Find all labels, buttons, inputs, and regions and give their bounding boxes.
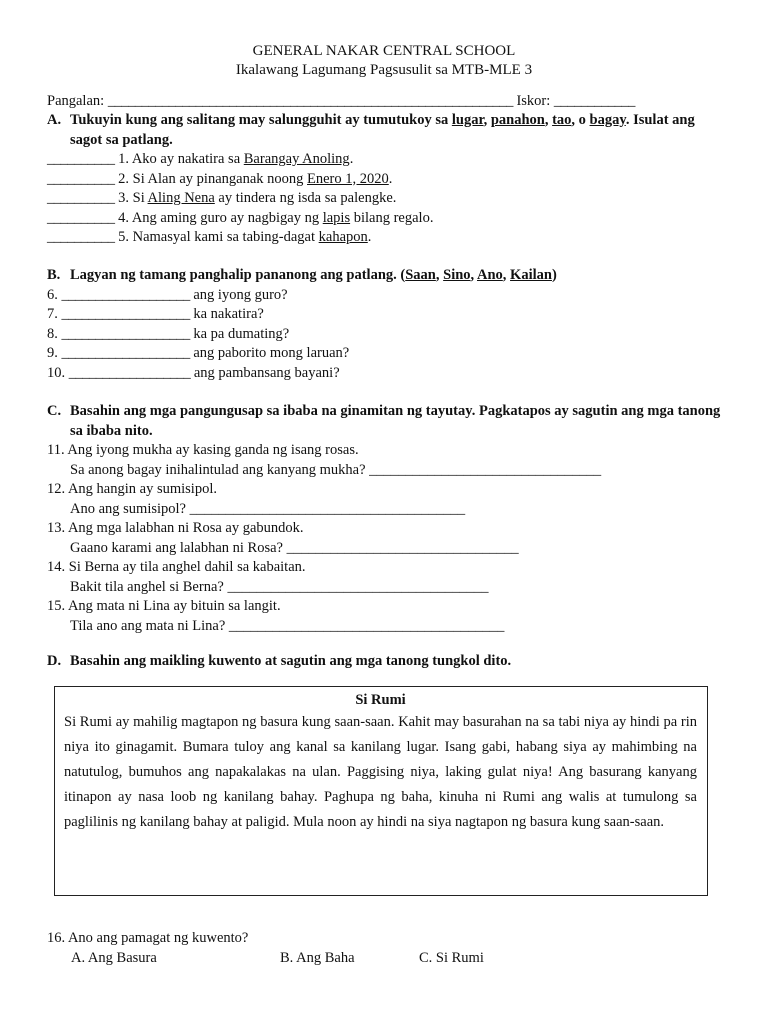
section-a-instructions: Tukuyin kung ang salitang may salungguhit ay tumutukoy sa lugar, panahon, tao, o bagay. Isulat ang sagot sa patlang.	[70, 112, 695, 148]
question-item: 15. Ang mata ni Lina ay bituin sa langit.	[47, 598, 281, 614]
question-item: __________ 2. Si Alan ay pinanganak noong Enero 1, 2020.	[47, 170, 393, 187]
school-name: GENERAL NAKAR CENTRAL SCHOOL	[252, 43, 516, 59]
question-item: 14. Si Berna ay tila anghel dahil sa kabaitan.	[47, 559, 306, 575]
section-d-instructions: Basahin ang maikling kuwento at sagutin ang mga tanong tungkol dito.	[70, 653, 512, 669]
section-d	[47, 652, 727, 672]
question-item: 9. ___________________ ang paborito mong laruan?	[47, 345, 350, 361]
section-c-title	[47, 402, 727, 441]
name-label: Pangalan:	[47, 93, 105, 109]
question-item: __________ 3. Si Aling Nena ay tindera ng isda sa palengke.	[47, 190, 397, 206]
answer-blank[interactable]: __________	[47, 229, 115, 245]
question-prompt[interactable]: Ano ang sumisipol? ______________________________________	[70, 500, 466, 517]
section-b-letter: B.	[47, 267, 61, 283]
question-item: 8. ___________________ ka pa dumating?	[47, 325, 290, 342]
answer-blank[interactable]: __________	[47, 190, 115, 206]
section-c	[47, 402, 727, 636]
answer-blank[interactable]: __________	[47, 170, 115, 187]
section-a	[47, 111, 727, 248]
answer-blank[interactable]: ___________________	[61, 345, 190, 361]
section-b-title	[47, 266, 727, 286]
answer-blank[interactable]: __________	[47, 151, 115, 167]
question-item: 6. ___________________ ang iyong guro?	[47, 286, 288, 303]
exam-title: Ikalawang Lagumang Pagsusulit sa MTB-MLE 3	[235, 62, 533, 78]
answer-blank[interactable]: ___________________	[61, 306, 190, 322]
story-text: Si Rumi ay mahilig magtapon ng basura kung saan-saan. Kahit may basurahan na sa tabi niya ay hindi pa rin niya ito ginagamit. Bumara tuloy ang kanal sa kanilang lugar. Isang gabi, habang siya ay mahimbing na natutulog, bumuhos ang napakalakas na ulan. Paggising niya, laking gulat niya! Ang basurang kanyang itinapon ay nasa loob ng kanilang bahay. Paghupa ng baha, kinuha ni Rumi ang walis at tumulong sa paglilinis ng kanilang bahay at paligid. Mula noon ay hindi na siya nagtapon ng basura kung saan-saan.	[64, 714, 697, 830]
section-b	[47, 266, 727, 383]
answer-blank[interactable]: __________	[47, 209, 115, 226]
worksheet-header	[0, 0, 768, 80]
score-field[interactable]: ____________	[553, 93, 635, 109]
question-item: __________ 1. Ako ay nakatira sa Barangay Anoling.	[47, 151, 354, 167]
choice-a[interactable]: A. Ang Basura	[71, 949, 157, 966]
question-item: 10. __________________ ang pambansang bayani?	[47, 364, 340, 381]
section-c-instructions: Basahin ang mga pangungusap sa ibaba na ginamitan ng tayutay. Pagkatapos ay sagutin ang mga tanong sa ibaba nito.	[70, 403, 721, 439]
question-prompt[interactable]: Bakit tila anghel si Berna? ____________________________________	[70, 578, 489, 595]
section-d-letter: D.	[47, 653, 62, 669]
question-prompt[interactable]: Sa anong bagay inihalintulad ang kanyang mukha? ________________________________	[70, 461, 602, 478]
question-item: 7. ___________________ ka nakatira?	[47, 306, 264, 322]
story-title: Si Rumi	[355, 692, 406, 708]
question-16-choices	[47, 949, 727, 969]
question-16-text: 16. Ano ang pamagat ng kuwento?	[47, 930, 249, 946]
story-box	[54, 686, 708, 896]
question-item: __________ 4. Ang aming guro ay nagbigay ng lapis bilang regalo.	[47, 209, 434, 226]
question-item: 11. Ang iyong mukha ay kasing ganda ng isang rosas.	[47, 442, 359, 458]
section-b-instructions: Lagyan ng tamang panghalip pananong ang patlang. (Saan, Sino, Ano, Kailan)	[70, 267, 557, 283]
question-item: __________ 5. Namasyal kami sa tabing-dagat kahapon.	[47, 229, 372, 245]
choice-b[interactable]: B. Ang Baha	[280, 949, 355, 966]
name-field[interactable]: ____________________________________________________________	[107, 93, 513, 109]
name-score-row	[47, 92, 707, 112]
section-a-title	[47, 111, 727, 150]
choice-c[interactable]: C. Si Rumi	[419, 949, 484, 966]
question-16	[47, 929, 727, 968]
question-item: 13. Ang mga lalabhan ni Rosa ay gabundok.	[47, 520, 304, 536]
question-item: 12. Ang hangin ay sumisipol.	[47, 481, 217, 497]
score-label: Iskor:	[516, 93, 551, 109]
question-prompt[interactable]: Tila ano ang mata ni Lina? ______________________________________	[70, 617, 505, 634]
section-d-title	[47, 652, 727, 672]
question-prompt[interactable]: Gaano karami ang lalabhan ni Rosa? ________________________________	[70, 539, 519, 556]
section-c-letter: C.	[47, 403, 62, 419]
answer-blank[interactable]: ___________________	[61, 286, 190, 303]
answer-blank[interactable]: ___________________	[61, 325, 190, 342]
answer-blank[interactable]: __________________	[68, 364, 191, 381]
section-a-letter: A.	[47, 112, 62, 128]
